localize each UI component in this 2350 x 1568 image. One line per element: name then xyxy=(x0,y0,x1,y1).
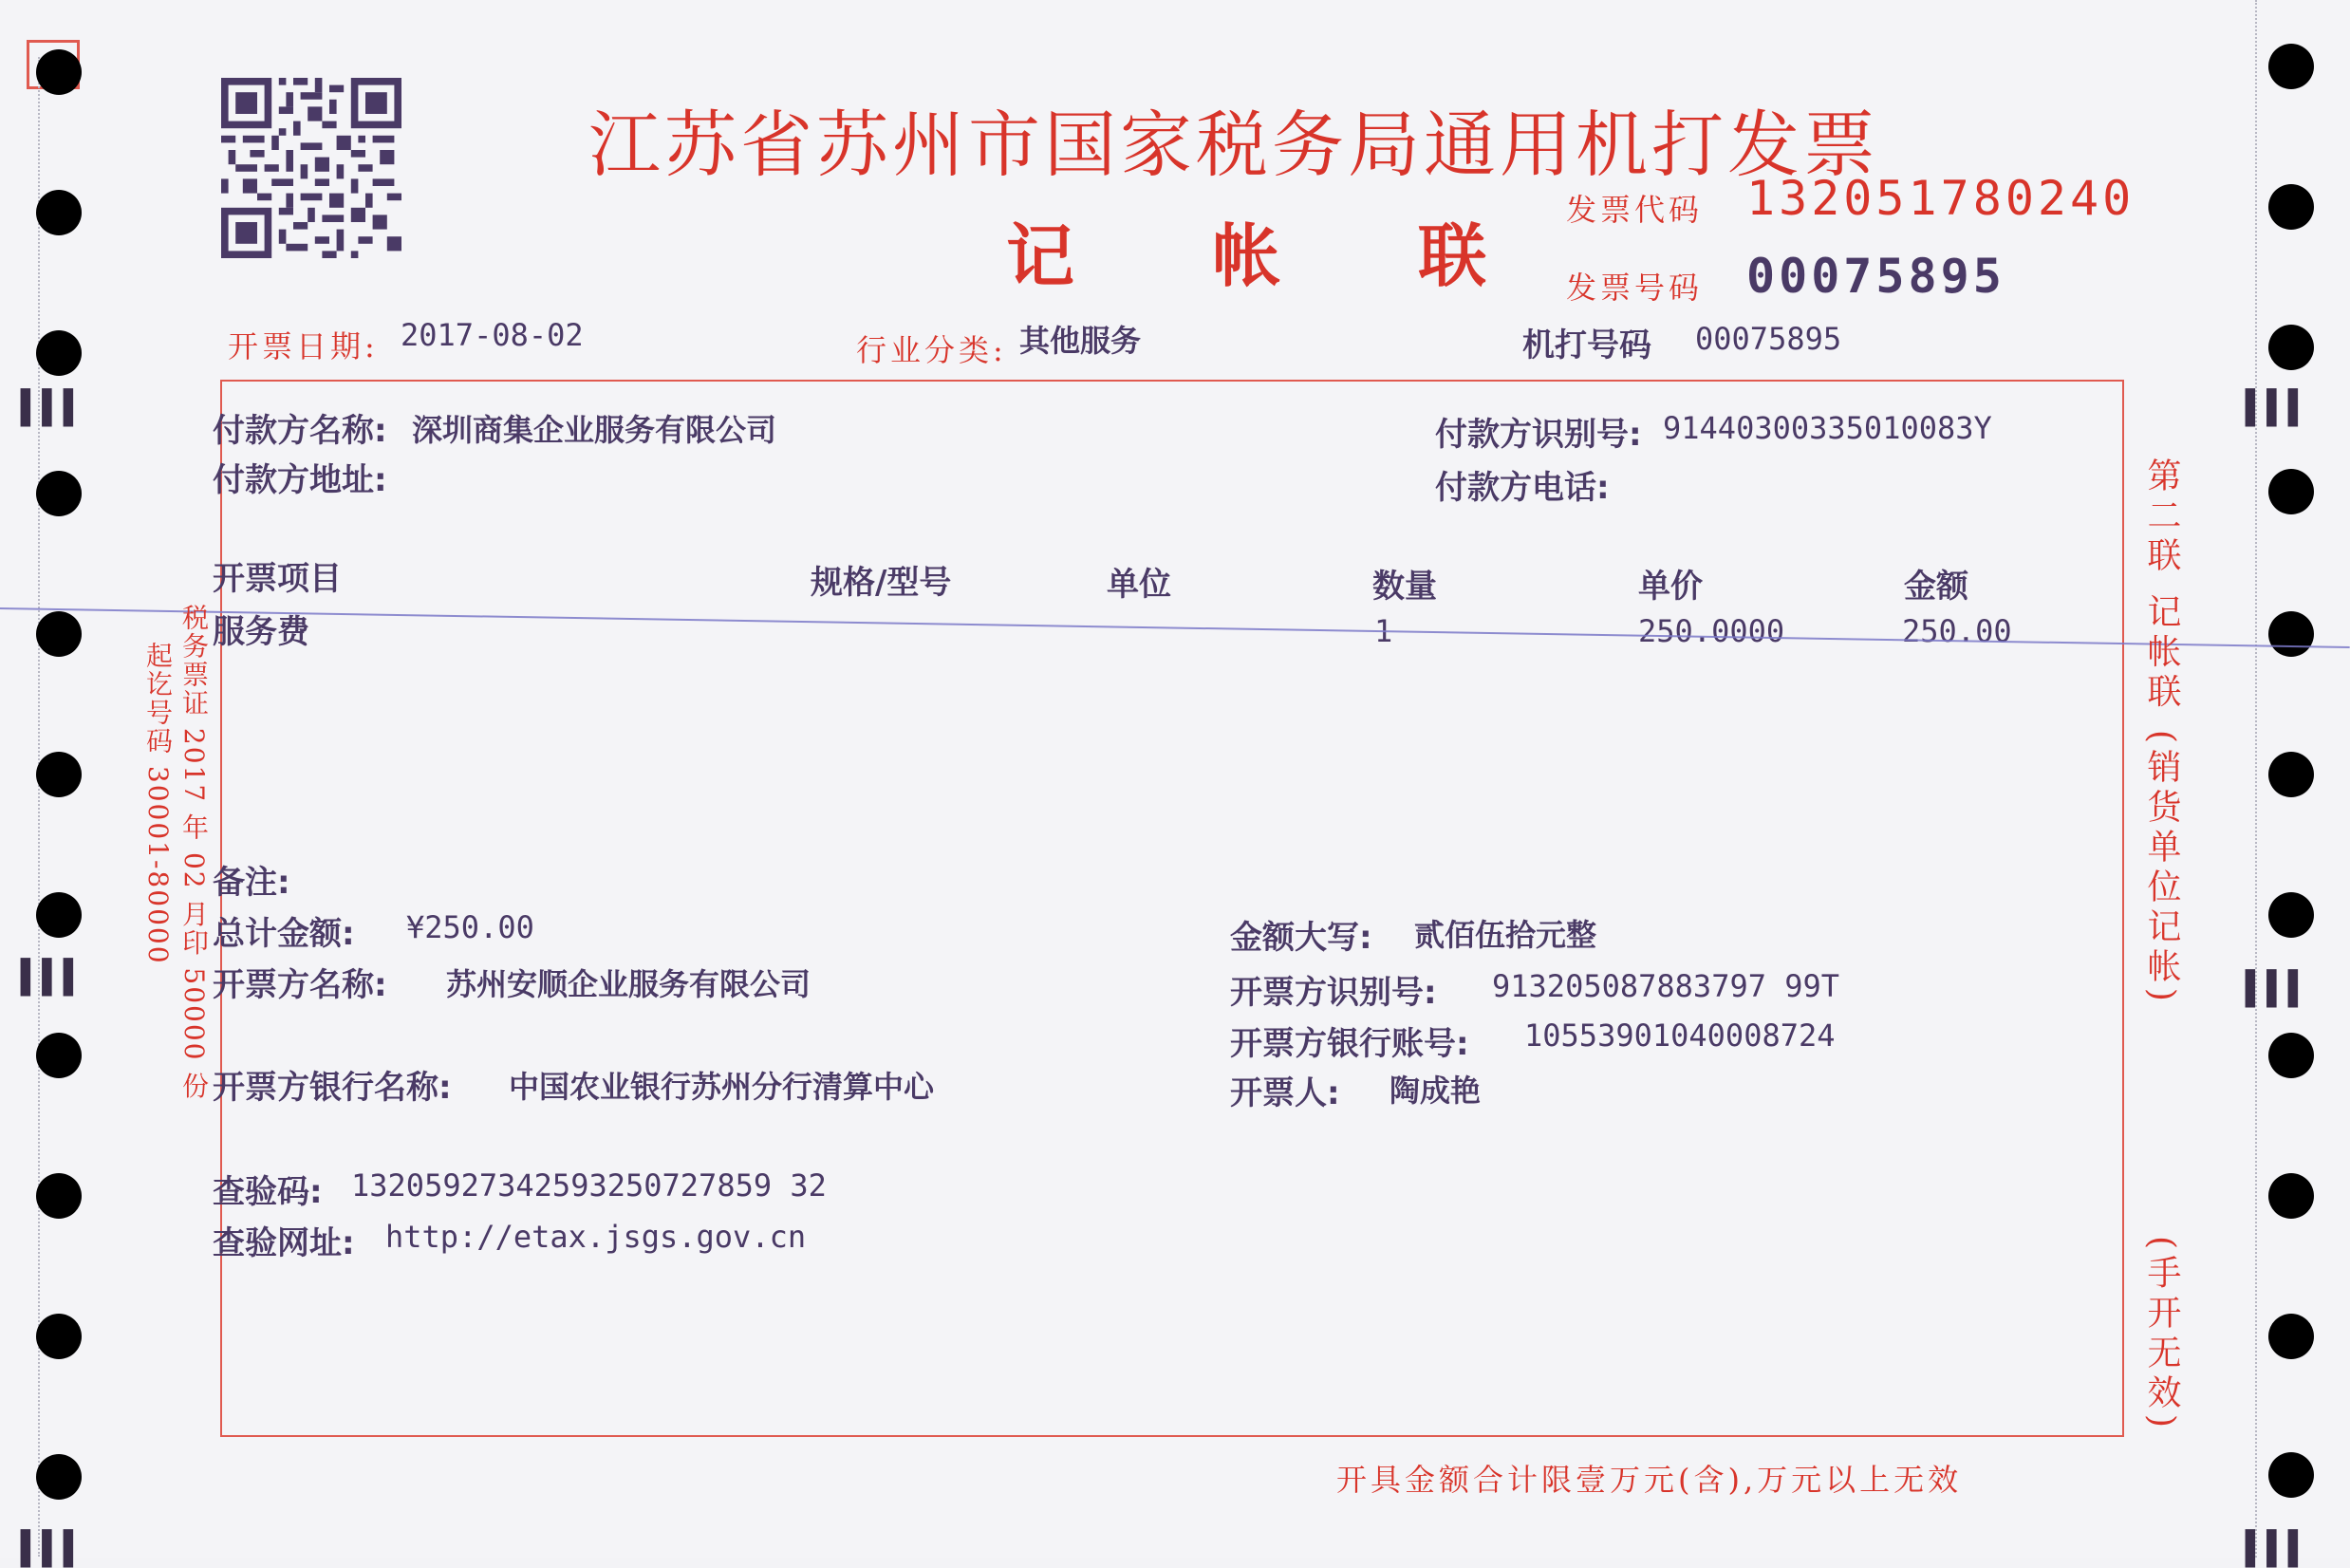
issuer-name-label: 开票方名称: xyxy=(213,966,387,1004)
col-header-price: 单价 xyxy=(1638,568,1703,606)
amount-limit-note: 开具金额合计限壹万元(含),万元以上无效 xyxy=(1336,1462,1963,1498)
perforation-tick: ▌▌▌ xyxy=(2246,970,2310,1008)
payer-id-label: 付款方识别号: xyxy=(1435,416,1642,454)
feed-hole xyxy=(2268,469,2314,514)
drawer-label: 开票人: xyxy=(1230,1074,1340,1112)
col-header-qty: 数量 xyxy=(1372,568,1437,606)
feed-hole xyxy=(2268,1173,2314,1219)
machine-number-label: 机打号码 xyxy=(1522,327,1651,364)
feed-hole xyxy=(36,1454,82,1500)
feed-hole xyxy=(36,330,82,376)
issuer-name-value: 苏州安顺企业服务有限公司 xyxy=(446,966,811,1002)
right-perforation xyxy=(2255,0,2259,1558)
feed-hole xyxy=(36,1173,82,1219)
industry-value: 其他服务 xyxy=(1019,323,1142,359)
payer-address-label: 付款方地址: xyxy=(213,461,387,499)
feed-hole xyxy=(36,471,82,516)
total-label: 总计金额: xyxy=(213,915,355,953)
copy-designation: 第二联 记帐联 (销货单位记帐) xyxy=(2142,457,2181,1007)
issuer-account-value: 10553901040008724 xyxy=(1524,1017,1836,1054)
feed-hole xyxy=(36,611,82,657)
feed-hole xyxy=(2268,1314,2314,1359)
machine-number-value: 00075895 xyxy=(1695,321,1842,357)
feed-hole xyxy=(36,49,82,95)
issuer-bank-label: 开票方银行名称: xyxy=(213,1069,452,1107)
row-item: 服务费 xyxy=(213,613,309,651)
col-header-amount: 金额 xyxy=(1904,568,1968,606)
remark-label: 备注: xyxy=(213,864,290,902)
handwritten-invalid-note: (手开无效) xyxy=(2142,1236,2181,1434)
qr-code xyxy=(220,78,402,258)
payer-name-value: 深圳商集企业服务有限公司 xyxy=(412,412,777,448)
check-code-value: 13205927342593250727859 32 xyxy=(351,1167,827,1204)
col-header-item: 开票项目 xyxy=(213,560,342,598)
payer-name-label: 付款方名称: xyxy=(213,412,387,450)
date-value: 2017-08-02 xyxy=(401,317,584,353)
print-stamp-line-2: 起讫号码 30001-80000 xyxy=(142,642,174,965)
feed-hole xyxy=(36,1033,82,1078)
feed-hole xyxy=(36,1314,82,1359)
feed-hole xyxy=(2268,325,2314,370)
total-value: ¥250.00 xyxy=(406,909,534,945)
issuer-id-label: 开票方识别号: xyxy=(1230,974,1437,1012)
row-price: 250.0000 xyxy=(1638,613,1785,649)
invoice-subtitle: 记 帐 联 xyxy=(1006,215,1544,296)
issuer-id-value: 913205087883797 99T xyxy=(1492,968,1840,1004)
total-upper-label: 金额大写: xyxy=(1230,919,1372,957)
check-url-value: http://etax.jsgs.gov.cn xyxy=(385,1219,807,1255)
feed-hole xyxy=(2268,611,2314,657)
invoice-number-value: 00075895 xyxy=(1746,249,2005,304)
date-label: 开票日期: xyxy=(228,328,379,364)
invoice-number-label: 发票号码 xyxy=(1566,270,1704,306)
feed-hole xyxy=(2268,1033,2314,1078)
feed-hole xyxy=(2268,184,2314,230)
perforation-tick: ▌▌▌ xyxy=(21,1530,85,1568)
check-code-label: 查验码: xyxy=(213,1173,323,1211)
invoice-code-value: 132051780240 xyxy=(1746,171,2136,226)
perforation-tick: ▌▌▌ xyxy=(2246,389,2310,427)
feed-hole xyxy=(36,190,82,235)
feed-hole xyxy=(36,752,82,797)
perforation-tick: ▌▌▌ xyxy=(21,959,85,997)
check-url-label: 查验网址: xyxy=(213,1224,355,1262)
feed-hole xyxy=(2268,44,2314,89)
row-amount: 250.00 xyxy=(1902,613,2012,649)
feed-hole xyxy=(2268,892,2314,938)
invoice-code-label: 发票代码 xyxy=(1566,192,1704,228)
feed-hole xyxy=(2268,1452,2314,1498)
total-upper-value: 贰佰伍拾元整 xyxy=(1414,917,1597,953)
issuer-account-label: 开票方银行账号: xyxy=(1230,1025,1469,1063)
feed-hole xyxy=(2268,752,2314,797)
col-header-spec: 规格/型号 xyxy=(811,564,952,602)
industry-label: 行业分类: xyxy=(856,332,1007,368)
print-stamp-line-1: 税务票证 2017 年 02 月印 50000 份 xyxy=(178,604,210,1101)
invoice-title: 江苏省苏州市国家税务局通用机打发票 xyxy=(588,103,1879,187)
payer-id-value: 91440300335010083Y xyxy=(1663,410,1992,446)
drawer-value: 陶成艳 xyxy=(1389,1073,1482,1109)
issuer-bank-value: 中国农业银行苏州分行清算中心 xyxy=(509,1069,935,1105)
invoice-frame xyxy=(220,380,2124,1437)
col-header-unit: 单位 xyxy=(1107,566,1171,604)
perforation-tick: ▌▌▌ xyxy=(2246,1530,2310,1568)
payer-phone-label: 付款方电话: xyxy=(1435,469,1610,507)
perforation-tick: ▌▌▌ xyxy=(21,389,85,427)
feed-hole xyxy=(36,892,82,938)
